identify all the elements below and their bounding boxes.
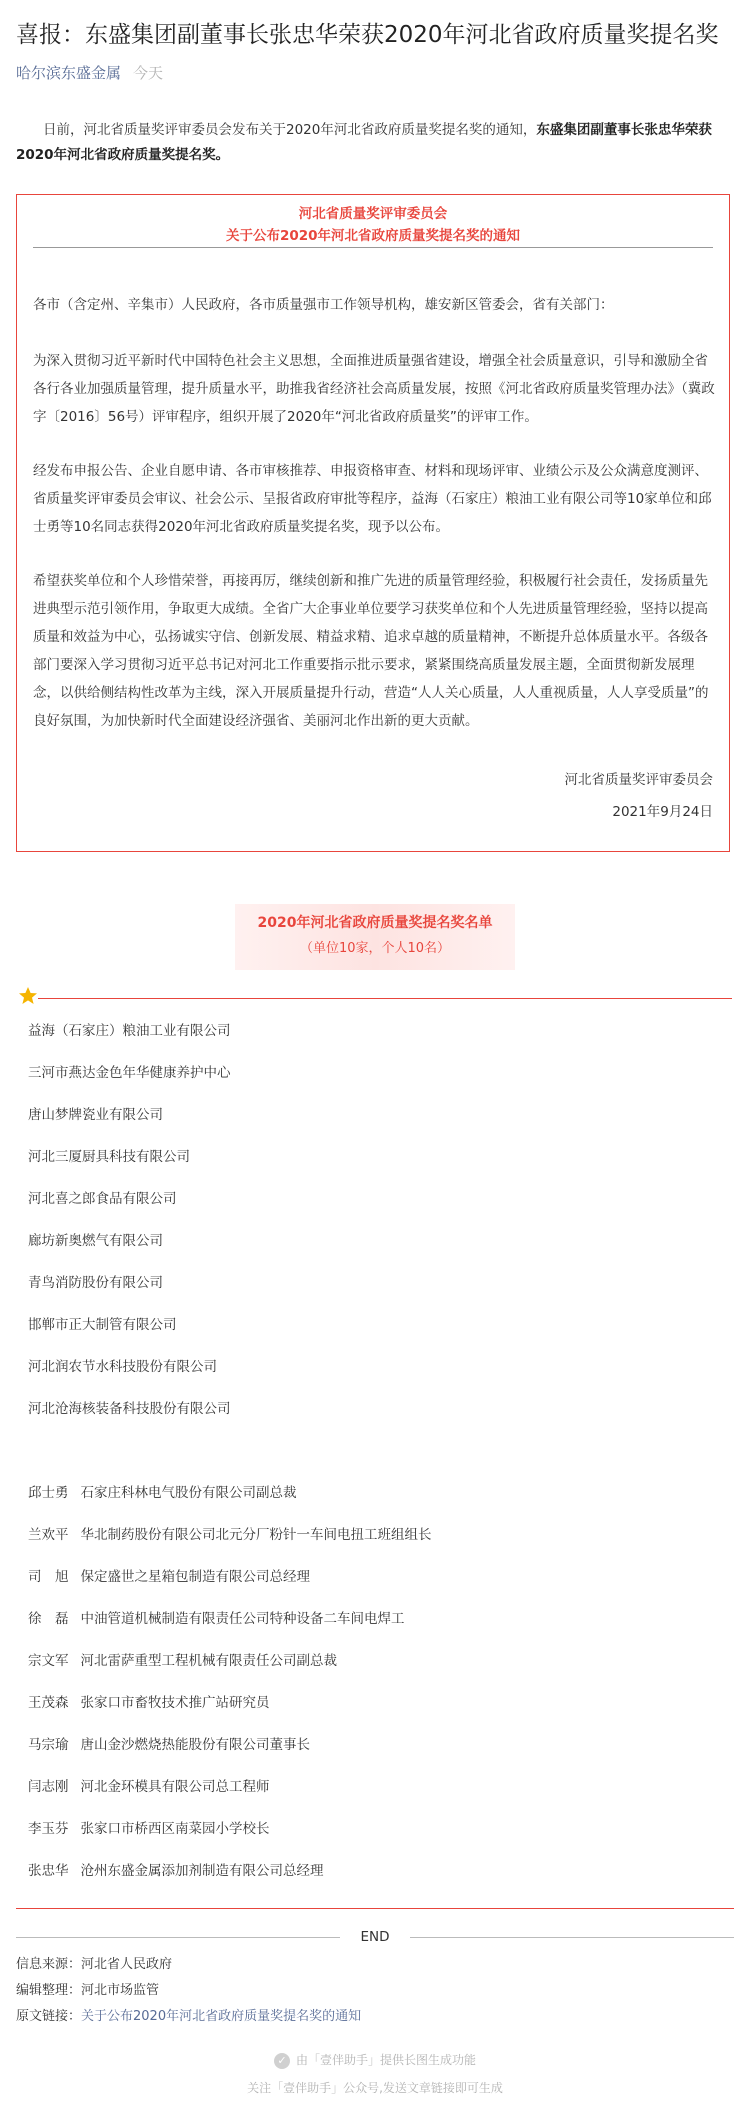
person-title: 张家口市桥西区南菜园小学校长 <box>80 1821 270 1837</box>
end-line-left <box>16 1937 340 1938</box>
notice-salutation: 各市（含定州、辛集市）人民政府，各市质量强市工作领导机构，雄安新区管委会，省有关部门： <box>33 297 614 313</box>
info-source-label: 信息来源： <box>16 1957 82 1972</box>
unit-item: 河北润农节水科技股份有限公司 <box>28 1359 217 1375</box>
person-item <box>28 1776 270 1798</box>
notice-box <box>16 194 730 852</box>
check-icon: ✓ <box>274 2053 290 2069</box>
info-link-label: 原文链接： <box>16 2009 82 2024</box>
list-subtitle: （单位10家，个人10名） <box>299 941 451 956</box>
person-item <box>28 1608 405 1630</box>
info-source-value: 河北省人民政府 <box>81 1957 173 1972</box>
person-title: 中油管道机械制造有限责任公司特种设备二车间电焊工 <box>80 1611 405 1627</box>
person-title: 唐山金沙燃烧热能股份有限公司董事长 <box>80 1737 310 1753</box>
unit-item: 河北沧海核装备科技股份有限公司 <box>28 1401 231 1417</box>
person-item <box>28 1860 324 1882</box>
original-article-link[interactable]: 关于公布2020年河北省政府质量奖提名奖的通知 <box>81 2009 362 2024</box>
intro-paragraph <box>16 118 734 168</box>
person-item <box>28 1818 270 1840</box>
person-name: 李玉芬 <box>28 1821 69 1837</box>
list-end-divider <box>16 1908 734 1909</box>
person-title: 沧州东盛金属添加剂制造有限公司总经理 <box>80 1863 324 1879</box>
unit-item: 青鸟消防股份有限公司 <box>28 1275 163 1291</box>
footer-line1-text: 由「壹伴助手」提供长图生成功能 <box>295 2053 476 2067</box>
unit-item: 邯郸市正大制管有限公司 <box>28 1317 177 1333</box>
unit-item: 廊坊新奥燃气有限公司 <box>28 1233 163 1249</box>
person-item <box>28 1482 297 1504</box>
star-icon <box>18 986 38 1006</box>
notice-paragraph-1: 为深入贯彻习近平新时代中国特色社会主义思想，全面推进质量强省建设，增强全社会质量意识，引导和激励全省各行各业加强质量管理，提升质量水平，助推我省经济社会高质量发展，按照《河北省政府质量奖管理办法》（冀政字〔2016〕56号）评审程序，组织开展了2020年“河北省政府质量奖”的评审工作。 <box>33 353 715 425</box>
article-meta <box>16 62 163 84</box>
unit-item: 唐山梦牌瓷业有限公司 <box>28 1107 163 1123</box>
footer-follow-note: 关注「壹伴助手」公众号,发送文章链接即可生成 <box>247 2081 503 2095</box>
list-title-banner <box>235 904 515 970</box>
unit-item: 益海（石家庄）粮油工业有限公司 <box>28 1023 231 1039</box>
notice-org-heading: 河北省质量奖评审委员会 <box>298 206 448 222</box>
notice-sign-org: 河北省质量奖评审委员会 <box>564 772 713 788</box>
person-item <box>28 1734 310 1756</box>
notice-divider <box>33 247 713 248</box>
intro-bold-text: 东盛集团副董事长张忠华荣获2020年河北省政府质量奖提名奖。 <box>16 122 712 163</box>
info-editor-value: 河北市场监管 <box>81 1983 160 1998</box>
person-name: 兰欢平 <box>28 1527 69 1543</box>
info-link <box>16 2006 361 2028</box>
person-item <box>28 1524 432 1546</box>
person-item <box>28 1566 310 1588</box>
footer-generator-note <box>0 2050 750 2070</box>
person-title: 河北雷萨重型工程机械有限责任公司副总裁 <box>80 1653 337 1669</box>
section-divider <box>38 998 732 999</box>
notice-paragraph-2: 经发布申报公告、企业自愿申请、各市审核推荐、申报资格审查、材料和现场评审、业绩公示及公众满意度测评、省质量奖评审委员会审议、社会公示、呈报省政府审批等程序，益海（石家庄）粮油工业有限公司等10家单位和邱士勇等10名同志获得2020年河北省政府质量奖提名奖，现予以公布。 <box>33 463 712 535</box>
person-name: 徐 磊 <box>28 1611 69 1627</box>
notice-sign-date: 2021年9月24日 <box>612 804 713 820</box>
notice-paragraph-3: 希望获奖单位和个人珍惜荣誉，再接再厉，继续创新和推广先进的质量管理经验，积极履行社会责任，发扬质量先进典型示范引领作用，争取更大成绩。全省广大企事业单位要学习获奖单位和个人先进质量管理经验，坚持以提高质量和效益为中心，弘扬诚实守信、创新发展、精益求精、追求卓越的质量精神，不断提升总体质量水平。各级各部门要深入学习贯彻习近平总书记对河北工作重要指示批示要求，紧紧围绕高质量发展主题，全面贯彻新发展理念，以供给侧结构性改革为主线，深入开展质量提升行动，营造“人人关心质量，人人重视质量，人人享受质量”的良好氛围，为加快新时代全面建设经济强省、美丽河北作出新的更大贡献。 <box>33 573 709 729</box>
person-name: 王茂森 <box>28 1695 69 1711</box>
account-name-link[interactable]: 哈尔滨东盛金属 <box>16 64 122 82</box>
person-name: 马宗瑜 <box>28 1737 69 1753</box>
person-title: 保定盛世之星箱包制造有限公司总经理 <box>80 1569 310 1585</box>
article-title: 喜报：东盛集团副董事长张忠华荣获2020年河北省政府质量奖提名奖 <box>16 22 719 48</box>
end-marker <box>16 1926 734 1948</box>
person-title: 张家口市畜牧技术推广站研究员 <box>80 1695 270 1711</box>
person-name: 邱士勇 <box>28 1485 69 1501</box>
person-name: 司 旭 <box>28 1569 69 1585</box>
unit-item: 河北喜之郎食品有限公司 <box>28 1191 177 1207</box>
person-item <box>28 1650 337 1672</box>
person-name: 张忠华 <box>28 1863 69 1879</box>
info-editor <box>16 1980 159 2002</box>
info-source <box>16 1954 172 1976</box>
notice-title: 关于公布2020年河北省政府质量奖提名奖的通知 <box>225 228 521 244</box>
unit-item: 河北三厦厨具科技有限公司 <box>28 1149 190 1165</box>
person-title: 河北金环模具有限公司总工程师 <box>80 1779 270 1795</box>
person-name: 闫志刚 <box>28 1779 69 1795</box>
end-text: END <box>360 1929 390 1945</box>
person-title: 石家庄科林电气股份有限公司副总裁 <box>80 1485 297 1501</box>
list-title: 2020年河北省政府质量奖提名奖名单 <box>257 915 493 931</box>
intro-text: 日前，河北省质量奖评审委员会发布关于2020年河北省政府质量奖提名奖的通知， <box>43 122 537 138</box>
unit-item: 三河市燕达金色年华健康养护中心 <box>28 1065 231 1081</box>
end-line-right <box>410 1937 734 1938</box>
person-name: 宗文军 <box>28 1653 69 1669</box>
info-editor-label: 编辑整理： <box>16 1983 82 1998</box>
publish-time: 今天 <box>133 64 164 82</box>
person-title: 华北制药股份有限公司北元分厂粉针一车间电扭工班组组长 <box>80 1527 432 1543</box>
person-item <box>28 1692 270 1714</box>
